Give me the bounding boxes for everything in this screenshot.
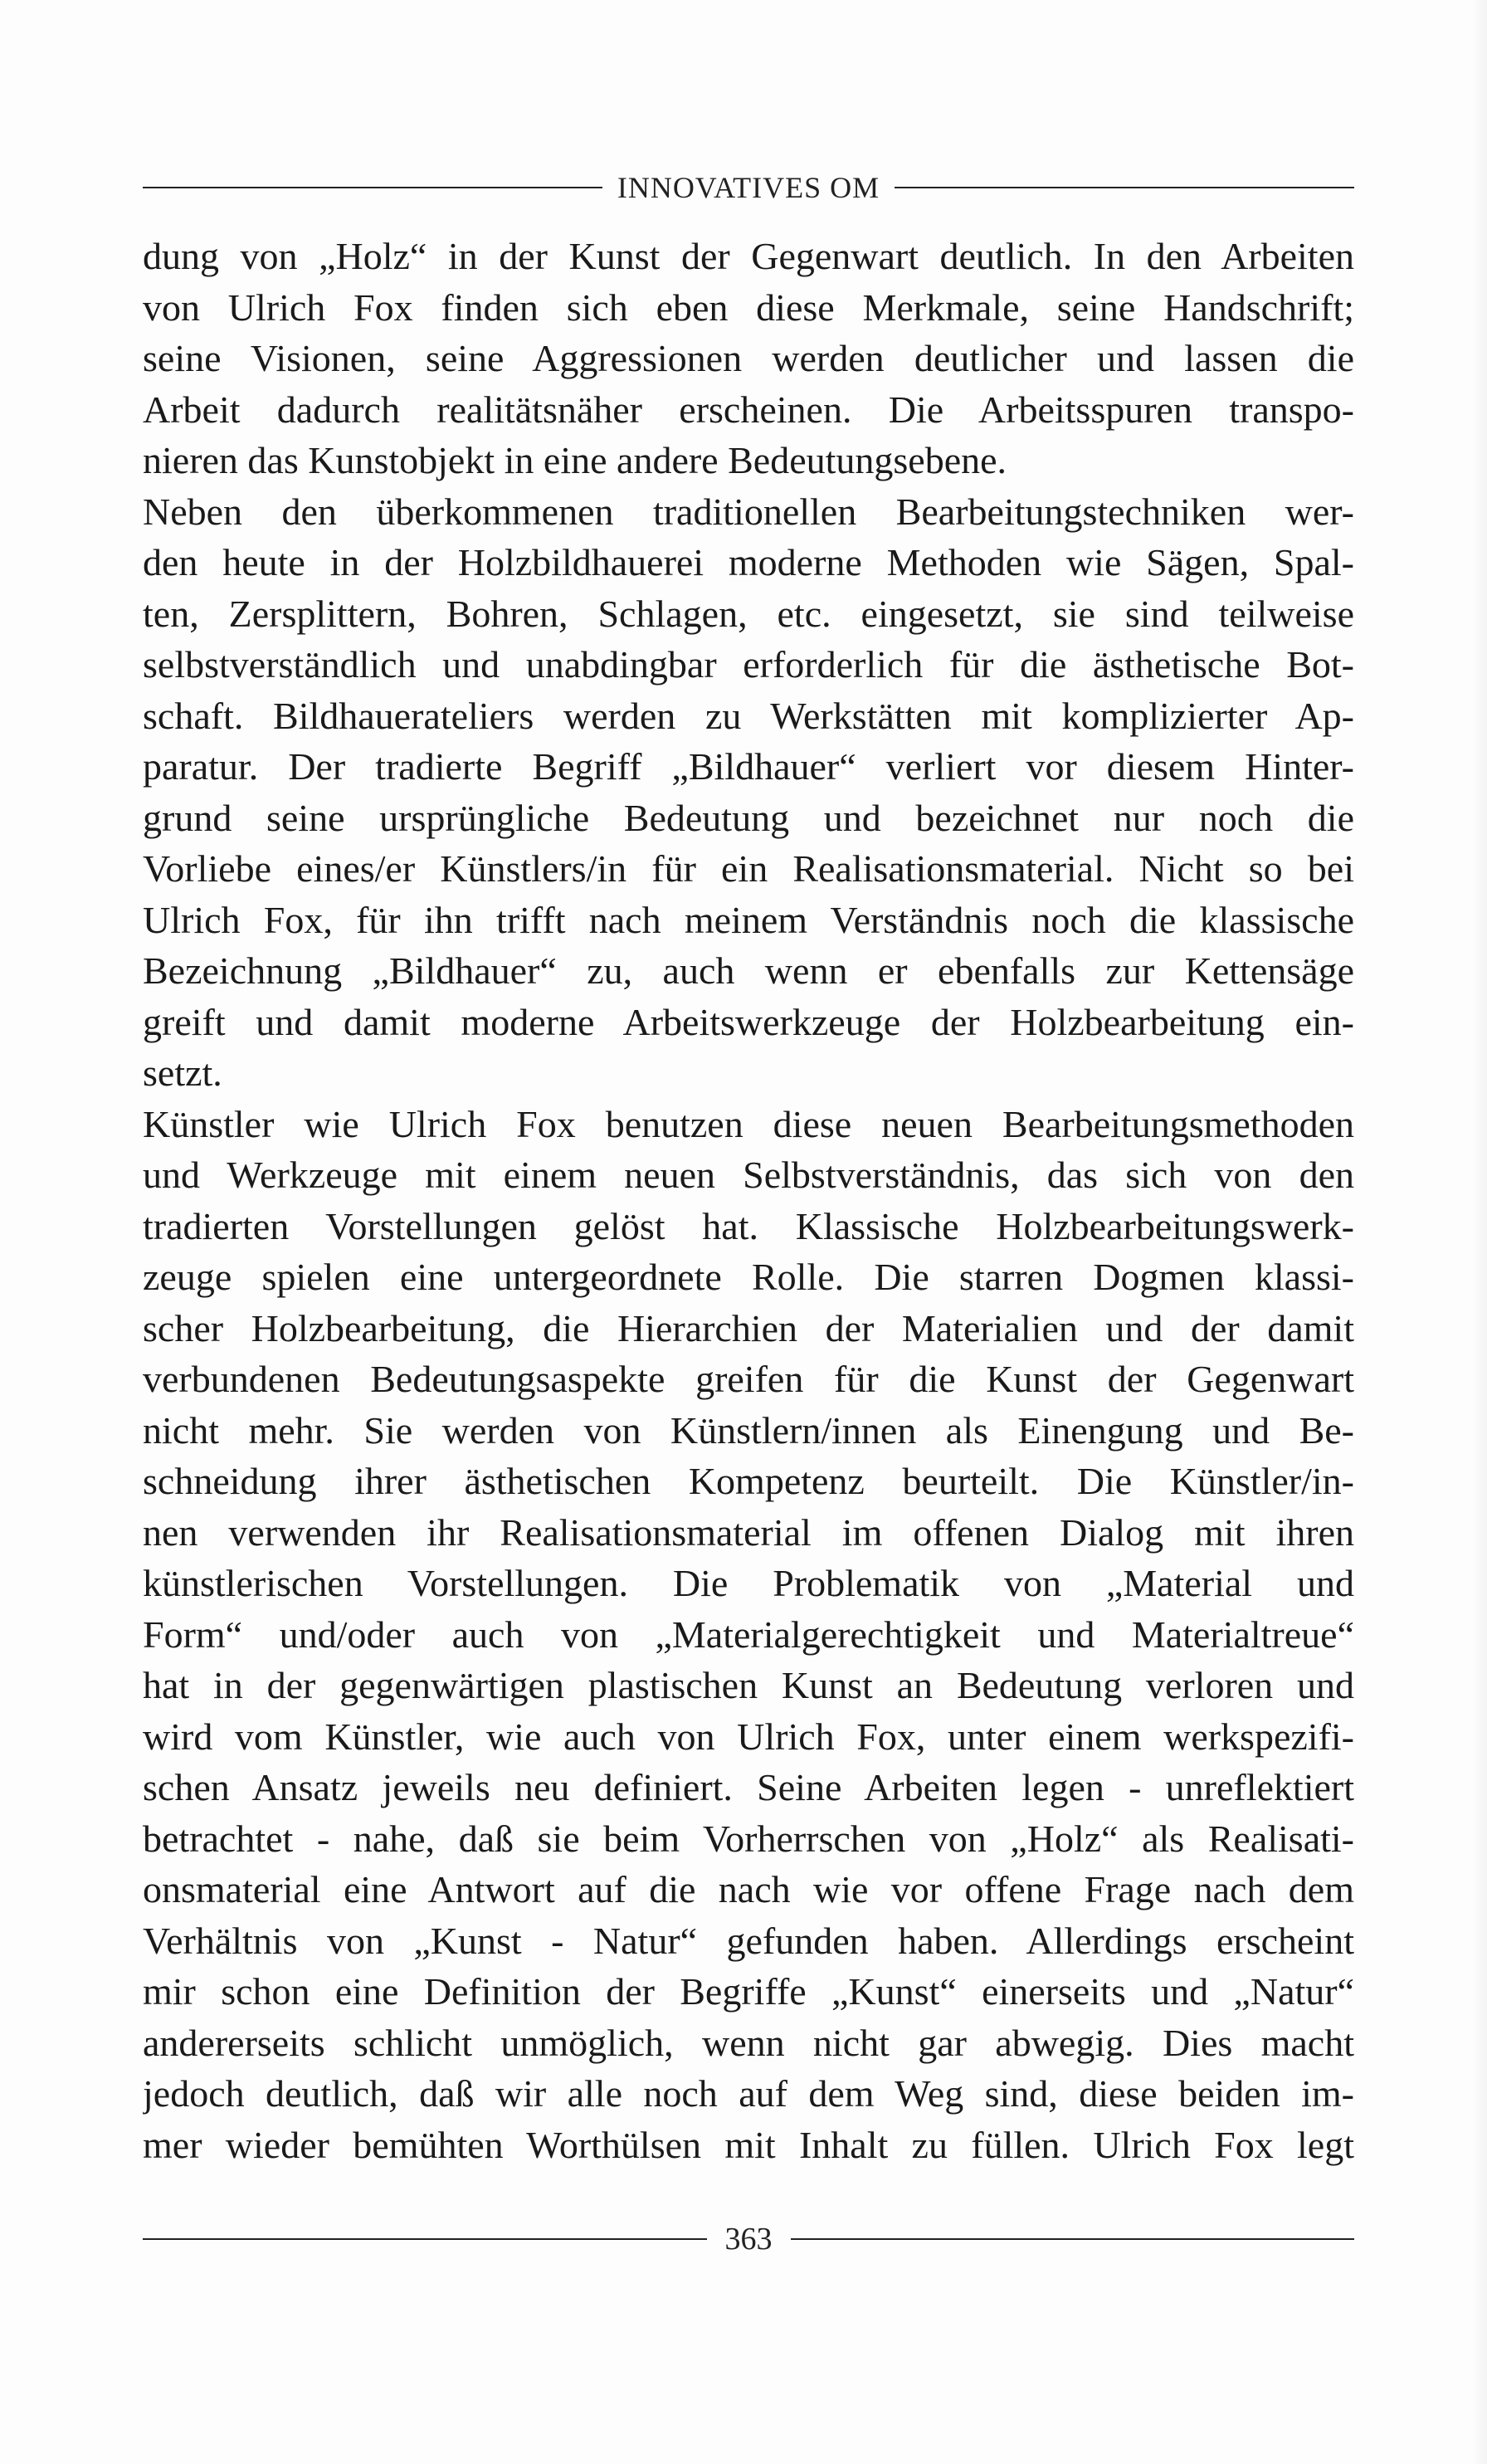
text-line: Künstler wie Ulrich Fox benutzen diese neuen Bearbeitungsmethoden: [143, 1102, 1354, 1145]
page-number: 363: [724, 2222, 773, 2257]
text-line: Ulrich Fox, für ihn trifft nach meinem Verständnis noch die klassische: [143, 898, 1354, 941]
text-line: wird vom Künstler, wie auch von Ulrich Fox, unter einem werkspezifi-: [143, 1715, 1354, 1758]
header-rule-left: [143, 187, 602, 188]
text-line: künstlerischen Vorstellungen. Die Problematik von „Material und: [143, 1562, 1354, 1604]
text-line: mer wieder bemühten Worthülsen mit Inhalt zu füllen. Ulrich Fox legt: [143, 2123, 1354, 2166]
text-line: jedoch deutlich, daß wir alle noch auf dem Weg sind, diese beiden im-: [143, 2072, 1354, 2115]
text-line: Vorliebe eines/er Künstlers/in für ein Realisationsmaterial. Nicht so bei: [143, 847, 1354, 890]
text-line: paratur. Der tradierte Begriff „Bildhauer“ verliert vor diesem Hinter-: [143, 745, 1354, 788]
text-line: scher Holzbearbeitung, die Hierarchien der Materialien und der damit: [143, 1306, 1354, 1349]
text-line: ten, Zersplittern, Bohren, Schlagen, etc. eingesetzt, sie sind teilweise: [143, 592, 1354, 635]
text-line: selbstverständlich und unabdingbar erforderlich für die ästhetische Bot-: [143, 643, 1354, 686]
text-line: schneidung ihrer ästhetischen Kompetenz beurteilt. Die Künstler/in-: [143, 1460, 1354, 1502]
text-line: verbundenen Bedeutungsaspekte greifen für die Kunst der Gegenwart: [143, 1358, 1354, 1400]
text-line: Neben den überkommenen traditionellen Bearbeitungstechniken wer-: [143, 490, 1354, 533]
text-line: nen verwenden ihr Realisationsmaterial im offenen Dialog mit ihren: [143, 1510, 1354, 1554]
text-line: von Ulrich Fox finden sich eben diese Merkmale, seine Handschrift;: [143, 285, 1354, 329]
text-line: Bezeichnung „Bildhauer“ zu, auch wenn er ebenfalls zur Kettensäge: [143, 949, 1354, 992]
text-line: mir schon eine Definition der Begriffe „Kunst“ einerseits und „Natur“: [143, 1970, 1354, 2013]
text-line: den heute in der Holzbildhauerei moderne Methoden wie Sägen, Spal-: [143, 541, 1354, 583]
text-line: tradierten Vorstellungen gelöst hat. Klassische Holzbearbeitungswerk-: [143, 1204, 1354, 1247]
text-line: nieren das Kunstobjekt in eine andere Bedeutungsebene.: [143, 439, 1007, 481]
header-rule-right: [895, 187, 1354, 188]
footer-rule-left: [143, 2238, 707, 2240]
text-line: dung von „Holz“ in der Kunst der Gegenwart deutlich. In den Arbeiten: [143, 235, 1354, 277]
footer-rule-right: [791, 2238, 1355, 2240]
text-line: Verhältnis von „Kunst - Natur“ gefunden haben. Allerdings erscheint: [143, 1919, 1354, 1962]
text-line: hat in der gegenwärtigen plastischen Kunst an Bedeutung verloren und: [143, 1664, 1354, 1706]
running-title: INNOVATIVES OM: [617, 171, 880, 204]
body-text: [143, 231, 1354, 2170]
text-line: Form“ und/oder auch von „Materialgerechtigkeit und Materialtreue“: [143, 1613, 1354, 1656]
text-line: setzt.: [143, 1051, 222, 1094]
text-line: Arbeit dadurch realitätsnäher erscheinen. Die Arbeitsspuren transpo-: [143, 388, 1354, 431]
page-edge-shadow: [1472, 0, 1487, 2464]
text-line: schen Ansatz jeweils neu definiert. Seine Arbeiten legen - unreflektiert: [143, 1766, 1354, 1808]
running-header: [143, 163, 1354, 212]
text-line: andererseits schlicht unmöglich, wenn nicht gar abwegig. Dies macht: [143, 2021, 1354, 2064]
text-line: seine Visionen, seine Aggressionen werden deutlicher und lassen die: [143, 337, 1354, 379]
text-line: grund seine ursprüngliche Bedeutung und bezeichnet nur noch die: [143, 796, 1354, 839]
text-line: schaft. Bildhauerateliers werden zu Werkstätten mit komplizierter Ap-: [143, 694, 1354, 737]
text-line: und Werkzeuge mit einem neuen Selbstverständnis, das sich von den: [143, 1154, 1354, 1196]
page-footer: [143, 2214, 1354, 2264]
text-line: zeuge spielen eine untergeordnete Rolle. Die starren Dogmen klassi-: [143, 1256, 1354, 1298]
text-line: betrachtet - nahe, daß sie beim Vorherrschen von „Holz“ als Realisati-: [143, 1817, 1354, 1860]
text-line: onsmaterial eine Antwort auf die nach wie vor offene Frage nach dem: [143, 1868, 1354, 1910]
text-line: greift und damit moderne Arbeitswerkzeuge der Holzbearbeitung ein-: [143, 1000, 1354, 1043]
text-line: nicht mehr. Sie werden von Künstlern/innen als Einengung und Be-: [143, 1408, 1354, 1452]
